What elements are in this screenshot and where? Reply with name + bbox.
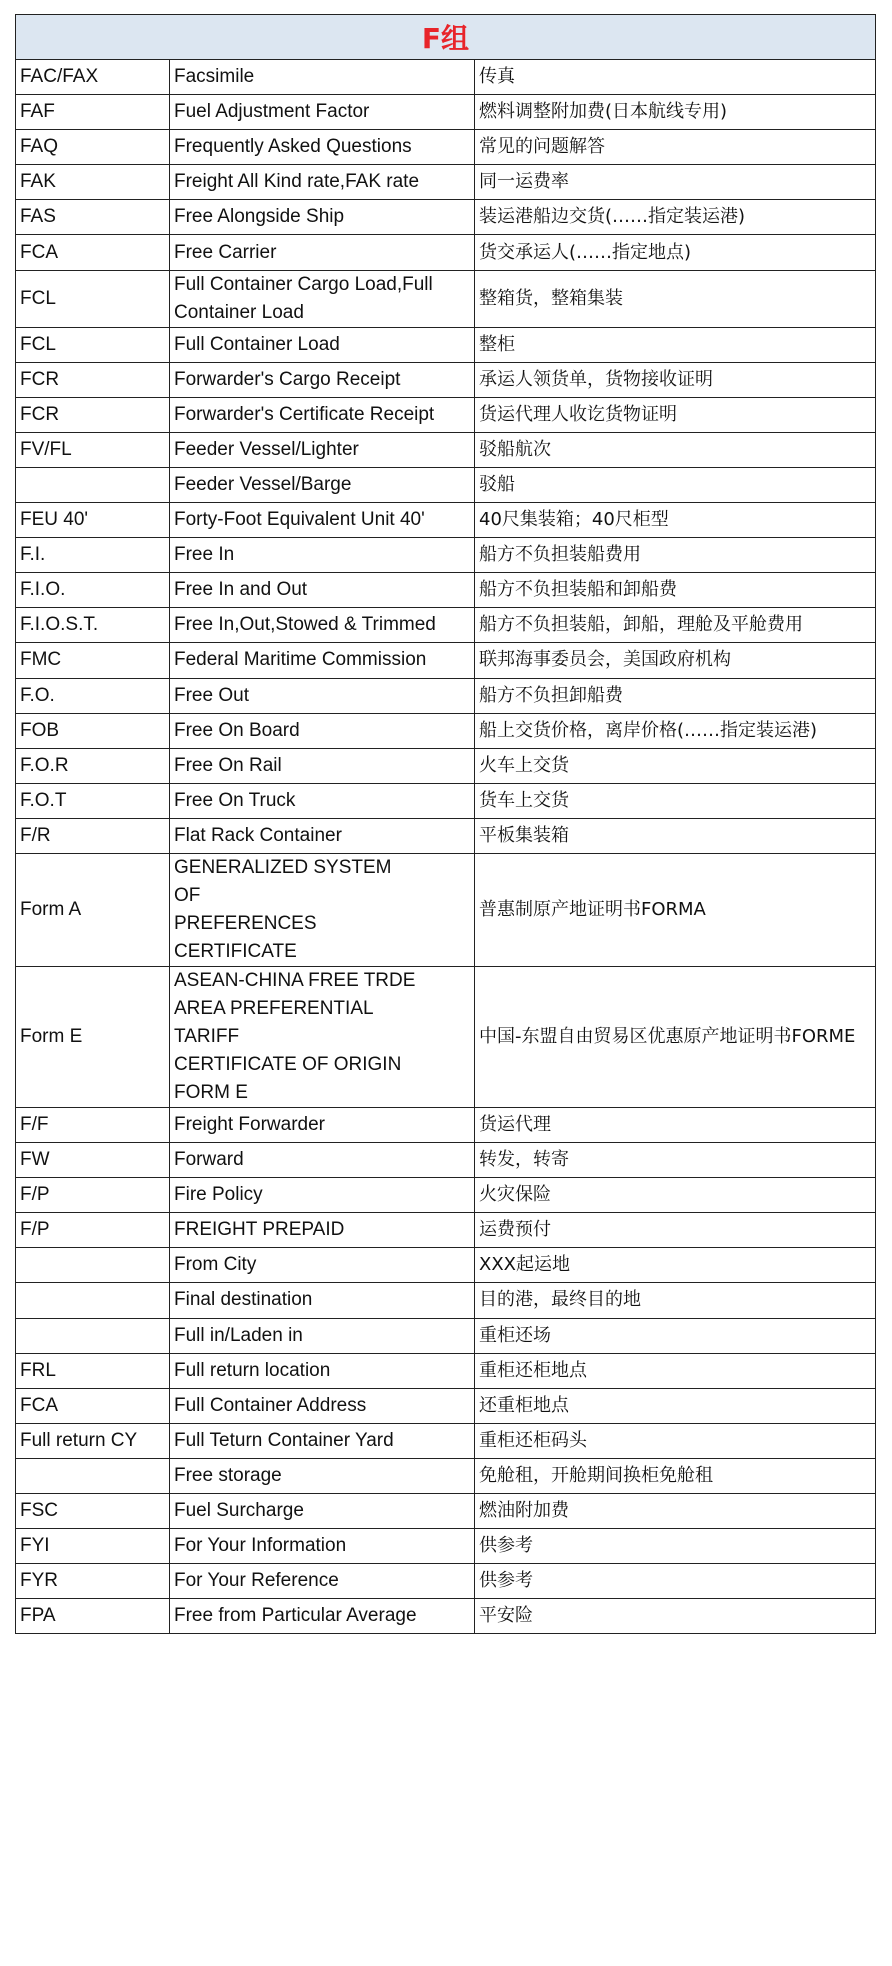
table-row — [16, 643, 876, 678]
chinese-term-cell: 运费预付 — [475, 1213, 876, 1248]
abbreviation-cell: F.I.O. — [16, 573, 170, 608]
english-term-cell: FREIGHT PREPAID — [170, 1213, 475, 1248]
abbreviation-cell: F/P — [16, 1213, 170, 1248]
abbreviation-cell: F.I.O.S.T. — [16, 608, 170, 643]
english-term-cell: For Your Information — [170, 1529, 475, 1564]
english-term-cell: Final destination — [170, 1283, 475, 1318]
table-row — [16, 818, 876, 853]
chinese-term-cell: 常见的问题解答 — [475, 130, 876, 165]
english-term-cell: Free Out — [170, 678, 475, 713]
english-term-cell: Full Container Cargo Load,Full Container Load — [170, 270, 475, 327]
table-row — [16, 783, 876, 818]
english-term-cell: Fuel Surcharge — [170, 1494, 475, 1529]
table-row — [16, 1248, 876, 1283]
table-row — [16, 270, 876, 327]
chinese-term-cell: 船上交货价格，离岸价格(……指定装运港) — [475, 713, 876, 748]
english-term-cell: Forty-Foot Equivalent Unit 40' — [170, 503, 475, 538]
table-row — [16, 853, 876, 966]
abbreviation-cell: FAQ — [16, 130, 170, 165]
glossary-body — [16, 15, 876, 1634]
header-row — [16, 15, 876, 60]
english-term-cell: GENERALIZED SYSTEM OF PREFERENCES CERTIFICATE — [170, 853, 475, 966]
english-term-cell: Free In,Out,Stowed & Trimmed — [170, 608, 475, 643]
chinese-term-cell: 装运港船边交货(……指定装运港) — [475, 200, 876, 235]
english-term-cell: Full Container Load — [170, 327, 475, 362]
table-row — [16, 1143, 876, 1178]
english-term-cell: Free Alongside Ship — [170, 200, 475, 235]
glossary-table — [15, 14, 876, 1634]
abbreviation-cell: FOB — [16, 713, 170, 748]
chinese-term-cell: 中国-东盟自由贸易区优惠原产地证明书FORME — [475, 966, 876, 1107]
english-term-cell: Flat Rack Container — [170, 818, 475, 853]
abbreviation-cell: F.O.R — [16, 748, 170, 783]
chinese-term-cell: 货交承运人(……指定地点) — [475, 235, 876, 270]
table-row — [16, 1283, 876, 1318]
table-row — [16, 130, 876, 165]
english-term-cell: Facsimile — [170, 60, 475, 95]
chinese-term-cell: 驳船 — [475, 467, 876, 502]
abbreviation-cell — [16, 1458, 170, 1493]
abbreviation-cell: FW — [16, 1143, 170, 1178]
table-row — [16, 60, 876, 95]
english-term-cell: Federal Maritime Commission — [170, 643, 475, 678]
english-term-cell: Free On Board — [170, 713, 475, 748]
table-row — [16, 397, 876, 432]
table-row — [16, 1213, 876, 1248]
abbreviation-cell: F.I. — [16, 538, 170, 573]
chinese-term-cell: 驳船航次 — [475, 432, 876, 467]
chinese-term-cell: 船方不负担装船费用 — [475, 538, 876, 573]
chinese-term-cell: 重柜还柜码头 — [475, 1423, 876, 1458]
group-title: F组 — [16, 15, 876, 60]
abbreviation-cell: FMC — [16, 643, 170, 678]
chinese-term-cell: 火车上交货 — [475, 748, 876, 783]
english-term-cell: Full in/Laden in — [170, 1318, 475, 1353]
abbreviation-cell — [16, 1248, 170, 1283]
english-term-cell: Free storage — [170, 1458, 475, 1493]
chinese-term-cell: XXX起运地 — [475, 1248, 876, 1283]
table-row — [16, 1599, 876, 1634]
english-term-cell: Feeder Vessel/Lighter — [170, 432, 475, 467]
chinese-term-cell: 整柜 — [475, 327, 876, 362]
abbreviation-cell: FAK — [16, 165, 170, 200]
table-row — [16, 748, 876, 783]
english-term-cell: Full Teturn Container Yard — [170, 1423, 475, 1458]
abbreviation-cell: FYR — [16, 1564, 170, 1599]
abbreviation-cell: FCL — [16, 270, 170, 327]
abbreviation-cell: FCR — [16, 397, 170, 432]
chinese-term-cell: 货车上交货 — [475, 783, 876, 818]
english-term-cell: Full return location — [170, 1353, 475, 1388]
chinese-term-cell: 供参考 — [475, 1529, 876, 1564]
table-row — [16, 1107, 876, 1142]
chinese-term-cell: 联邦海事委员会，美国政府机构 — [475, 643, 876, 678]
abbreviation-cell: FCR — [16, 362, 170, 397]
table-row — [16, 966, 876, 1107]
chinese-term-cell: 还重柜地点 — [475, 1388, 876, 1423]
table-row — [16, 1458, 876, 1493]
chinese-term-cell: 承运人领货单，货物接收证明 — [475, 362, 876, 397]
english-term-cell: Fire Policy — [170, 1178, 475, 1213]
abbreviation-cell: F.O. — [16, 678, 170, 713]
abbreviation-cell: FAC/FAX — [16, 60, 170, 95]
abbreviation-cell: Form E — [16, 966, 170, 1107]
table-row — [16, 1564, 876, 1599]
english-term-cell: Freight Forwarder — [170, 1107, 475, 1142]
english-term-cell: Fuel Adjustment Factor — [170, 95, 475, 130]
table-row — [16, 327, 876, 362]
abbreviation-cell — [16, 1283, 170, 1318]
table-row — [16, 95, 876, 130]
table-row — [16, 1494, 876, 1529]
english-term-cell: Freight All Kind rate,FAK rate — [170, 165, 475, 200]
english-term-cell: Free In and Out — [170, 573, 475, 608]
abbreviation-cell: FPA — [16, 1599, 170, 1634]
chinese-term-cell: 40尺集装箱；40尺柜型 — [475, 503, 876, 538]
chinese-term-cell: 船方不负担装船，卸船，理舱及平舱费用 — [475, 608, 876, 643]
table-row — [16, 713, 876, 748]
abbreviation-cell: FCA — [16, 235, 170, 270]
english-term-cell: Free In — [170, 538, 475, 573]
table-row — [16, 1318, 876, 1353]
english-term-cell: Full Container Address — [170, 1388, 475, 1423]
chinese-term-cell: 目的港，最终目的地 — [475, 1283, 876, 1318]
abbreviation-cell: F.O.T — [16, 783, 170, 818]
table-row — [16, 200, 876, 235]
chinese-term-cell: 转发，转寄 — [475, 1143, 876, 1178]
chinese-term-cell: 供参考 — [475, 1564, 876, 1599]
english-term-cell: Forwarder's Certificate Receipt — [170, 397, 475, 432]
chinese-term-cell: 重柜还柜地点 — [475, 1353, 876, 1388]
chinese-term-cell: 燃油附加费 — [475, 1494, 876, 1529]
chinese-term-cell: 货运代理人收讫货物证明 — [475, 397, 876, 432]
table-row — [16, 1388, 876, 1423]
table-row — [16, 1353, 876, 1388]
abbreviation-cell: FCL — [16, 327, 170, 362]
table-row — [16, 1178, 876, 1213]
english-term-cell: Free from Particular Average — [170, 1599, 475, 1634]
table-row — [16, 432, 876, 467]
abbreviation-cell: FAF — [16, 95, 170, 130]
chinese-term-cell: 火灾保险 — [475, 1178, 876, 1213]
abbreviation-cell: FV/FL — [16, 432, 170, 467]
chinese-term-cell: 船方不负担卸船费 — [475, 678, 876, 713]
table-row — [16, 1423, 876, 1458]
english-term-cell: Free On Rail — [170, 748, 475, 783]
abbreviation-cell: FCA — [16, 1388, 170, 1423]
abbreviation-cell: F/F — [16, 1107, 170, 1142]
abbreviation-cell — [16, 1318, 170, 1353]
table-row — [16, 362, 876, 397]
chinese-term-cell: 货运代理 — [475, 1107, 876, 1142]
table-row — [16, 573, 876, 608]
english-term-cell: Frequently Asked Questions — [170, 130, 475, 165]
abbreviation-cell: FEU 40' — [16, 503, 170, 538]
chinese-term-cell: 平板集装箱 — [475, 818, 876, 853]
abbreviation-cell: F/R — [16, 818, 170, 853]
abbreviation-cell: FAS — [16, 200, 170, 235]
table-row — [16, 538, 876, 573]
table-row — [16, 503, 876, 538]
abbreviation-cell: Form A — [16, 853, 170, 966]
chinese-term-cell: 普惠制原产地证明书FORMA — [475, 853, 876, 966]
english-term-cell: From City — [170, 1248, 475, 1283]
chinese-term-cell: 传真 — [475, 60, 876, 95]
chinese-term-cell: 船方不负担装船和卸船费 — [475, 573, 876, 608]
english-term-cell: For Your Reference — [170, 1564, 475, 1599]
table-row — [16, 1529, 876, 1564]
english-term-cell: Feeder Vessel/Barge — [170, 467, 475, 502]
table-row — [16, 235, 876, 270]
chinese-term-cell: 平安险 — [475, 1599, 876, 1634]
chinese-term-cell: 重柜还场 — [475, 1318, 876, 1353]
english-term-cell: Forward — [170, 1143, 475, 1178]
table-row — [16, 467, 876, 502]
english-term-cell: Free Carrier — [170, 235, 475, 270]
table-row — [16, 678, 876, 713]
abbreviation-cell: FYI — [16, 1529, 170, 1564]
chinese-term-cell: 整箱货，整箱集装 — [475, 270, 876, 327]
abbreviation-cell: Full return CY — [16, 1423, 170, 1458]
chinese-term-cell: 同一运费率 — [475, 165, 876, 200]
table-row — [16, 608, 876, 643]
chinese-term-cell: 免舱租，开舱期间换柜免舱租 — [475, 1458, 876, 1493]
abbreviation-cell: F/P — [16, 1178, 170, 1213]
abbreviation-cell: FSC — [16, 1494, 170, 1529]
chinese-term-cell: 燃料调整附加费(日本航线专用) — [475, 95, 876, 130]
english-term-cell: Forwarder's Cargo Receipt — [170, 362, 475, 397]
abbreviation-cell — [16, 467, 170, 502]
english-term-cell: ASEAN-CHINA FREE TRDE AREA PREFERENTIAL TARIFF CERTIFICATE OF ORIGIN FORM E — [170, 966, 475, 1107]
abbreviation-cell: FRL — [16, 1353, 170, 1388]
english-term-cell: Free On Truck — [170, 783, 475, 818]
table-row — [16, 165, 876, 200]
